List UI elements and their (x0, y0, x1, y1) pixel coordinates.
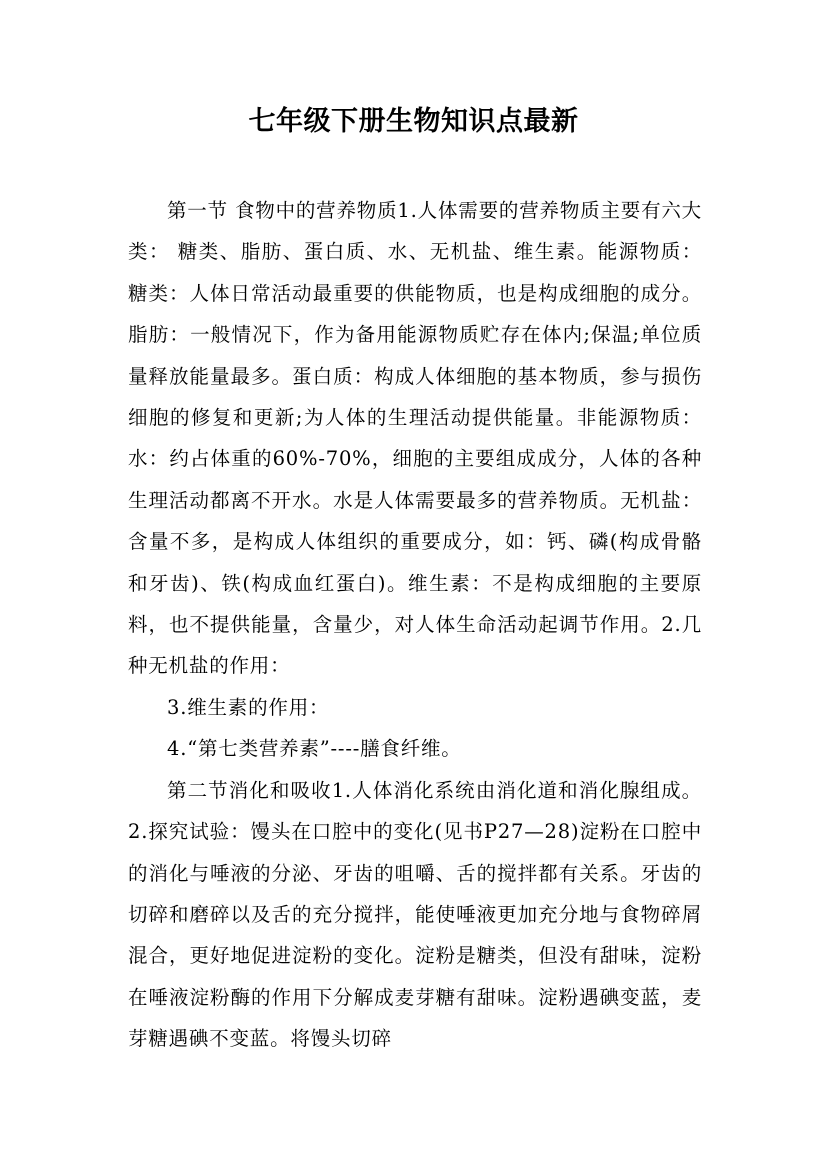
paragraph-dietary-fiber: 4.“第七类营养素”----膳食纤维。 (167, 737, 462, 761)
paragraph-section-two: 第二节消化和吸收1.人体消化系统由消化道和消化腺组成。2.探究试验：馒头在口腔中的变化(见书P27—28)淀粉在口腔中的消化与唾液的分泌、牙齿的咀嚼、舌的搅拌都有关系。牙齿的切碎和磨碎以及舌的充分搅拌，能使唾液更加充分地与食物碎屑混合，更好地促进淀粉的变化。淀粉是糖类，但没有甜味，淀粉在唾液淀粉酶的作用下分解成麦芽糖有甜味。淀粉遇碘变蓝，麦芽糖遇碘不变蓝。将馒头切碎 (128, 778, 702, 1051)
paragraph-vitamin-role: 3.维生素的作用： (167, 695, 330, 719)
document-title: 七年级下册生物知识点最新 (248, 106, 579, 137)
paragraph-section-one: 第一节 食物中的营养物质1.人体需要的营养物质主要有六大类： 糖类、脂肪、蛋白质、水、无机盐、维生素。能源物质：糖类：人体日常活动最重要的供能物质，也是构成细胞的成分。脂肪：一般情况下，作为备用能源物质贮存在体内;保温;单位质量释放能量最多。蛋白质：构成人体细胞的基本物质，参与损伤细胞的修复和更新;为人体的生理活动提供能量。非能源物质：水：约占体重的60%-70%，细胞的主要组成成分，人体的各种生理活动都离不开水。水是人体需要最多的营养物质。无机盐：含量不多，是构成人体组织的重要成分，如：钙、磷(构成骨骼和牙齿)、铁(构成血红蛋白)。维生素：不是构成细胞的主要原料，也不提供能量，含量少，对人体生命活动起调节作用。2.几种无机盐的作用： (128, 199, 702, 678)
document-body (128, 190, 702, 1060)
